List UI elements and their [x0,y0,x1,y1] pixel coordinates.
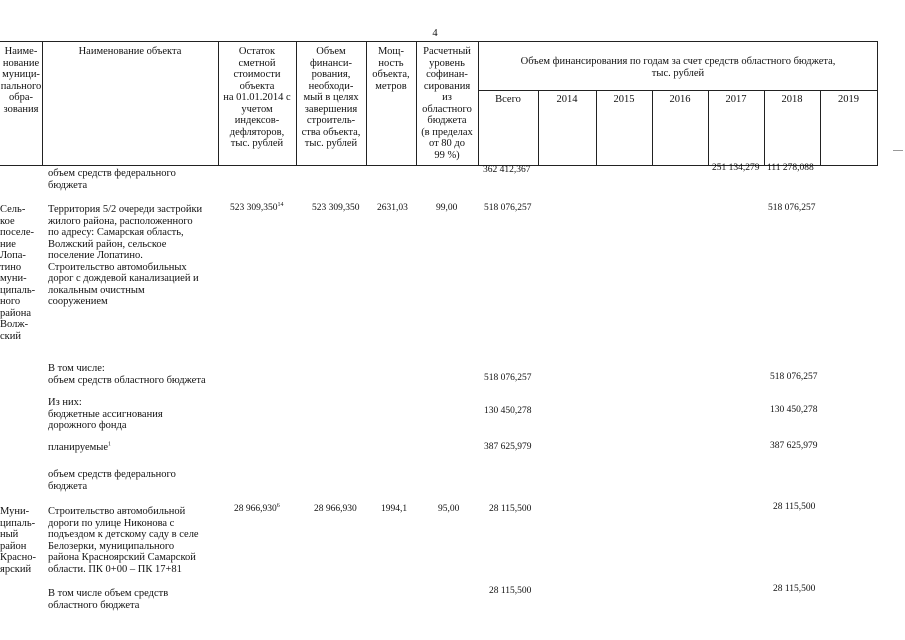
row2-object-name: Территория 5/2 очереди застройки жилого района, расположенного по адресу: Самарская область, Волжский район, сельское поселение Лопатино. Строительство автомобильных дорог с дождевой канализацией и локальным очистным сооружением [48,204,203,307]
row8-2018: 28 115,500 [773,584,816,594]
row2-municipality: Сель- кое поселе- ние Лопа- тино муни- ципаль- ного района Волж- ский [0,204,36,342]
row2-total: 518 076,257 [484,203,532,213]
row7-object-name: Строительство автомобильной дороги по улице Никонова с подъездом к детскому саду в селе Белозерки, муниципального района Красноярский Самарской области. ПК 0+00 – ПК 17+81 [48,506,199,575]
row7-capacity: 1994,1 [381,504,408,514]
row1-2018: 111 278,088 [767,163,814,173]
row5-total: 387 625,979 [484,442,532,452]
row5-name: планируемые$^1$ [48,441,112,453]
header-cofinancing-level: Расчетный уровень софинан- сирования из областного бюджета (в пределах от 80 до 99 %) [421,46,473,161]
header-capacity: Мощ- ность объекта, метров [372,46,410,92]
row7-remaining-cost: 28 966,930$^6$ [234,502,280,514]
row3-name: В том числе: объем средств областного бюджета [48,363,206,386]
header-year-total: Всего [495,94,521,105]
header-remaining-cost: Остаток сметной стоимости объекта на 01.01.2014 с учетом индексов- дефляторов, тыс. рублей [223,46,291,149]
row2-financing-volume: 523 309,350 [312,203,360,213]
row2-capacity: 2631,03 [377,203,408,213]
header-year-2019: 2019 [838,94,859,105]
header-financing-by-years: Объем финансирования по годам за счет средств областного бюджета, тыс. рублей [520,56,836,79]
page-number: 4 [432,28,438,39]
row3-total: 518 076,257 [484,373,532,383]
row4-name: Из них: бюджетные ассигнования дорожного фонда [48,397,163,431]
row7-2018: 28 115,500 [773,502,816,512]
scan-mark [893,150,903,151]
header-object-name: Наименование объекта [78,46,182,57]
header-year-2015: 2015 [613,94,635,105]
row1-2017: 251 134,279 [712,163,760,173]
row2-2018: 518 076,257 [768,203,816,213]
row1-name: объем средств федерального бюджета [48,168,176,191]
row5-footnote-mark: 1 [108,441,112,448]
header-year-2017: 2017 [725,94,747,105]
row1-total: 362 412,367 [483,165,531,175]
row7-financing-volume: 28 966,930 [314,504,357,514]
col-sep [42,41,43,165]
row5-2018: 387 625,979 [770,441,818,451]
row4-2018: 130 450,278 [770,405,818,415]
row8-name: В том числе объем средств областного бюджета [48,588,169,611]
row6-name: объем средств федерального бюджета [48,469,176,492]
header-year-2016: 2016 [669,94,691,105]
row2-footnote-mark: 14 [277,201,284,208]
header-financing-volume: Объем финанси- рования, необходи- мый в целях завершения строитель- ства объекта, тыс. рублей [301,46,361,149]
row8-total: 28 115,500 [489,586,532,596]
row7-cofinancing-level: 95,00 [438,504,460,514]
row7-municipality: Муни- ципаль- ный район Красно- ярский [0,506,36,575]
row3-2018: 518 076,257 [770,372,818,382]
row7-footnote-mark: 6 [276,502,280,509]
row2-cofinancing-level: 99,00 [436,203,458,213]
header-year-2014: 2014 [556,94,578,105]
header-municipality: Наиме- нование муници- пального обра- зования [0,46,42,115]
row7-total: 28 115,500 [489,504,532,514]
header-top-border [0,41,878,42]
row4-total: 130 450,278 [484,406,532,416]
header-year-2018: 2018 [781,94,803,105]
row2-remaining-cost: 523 309,350$^{14}$ [230,201,284,213]
